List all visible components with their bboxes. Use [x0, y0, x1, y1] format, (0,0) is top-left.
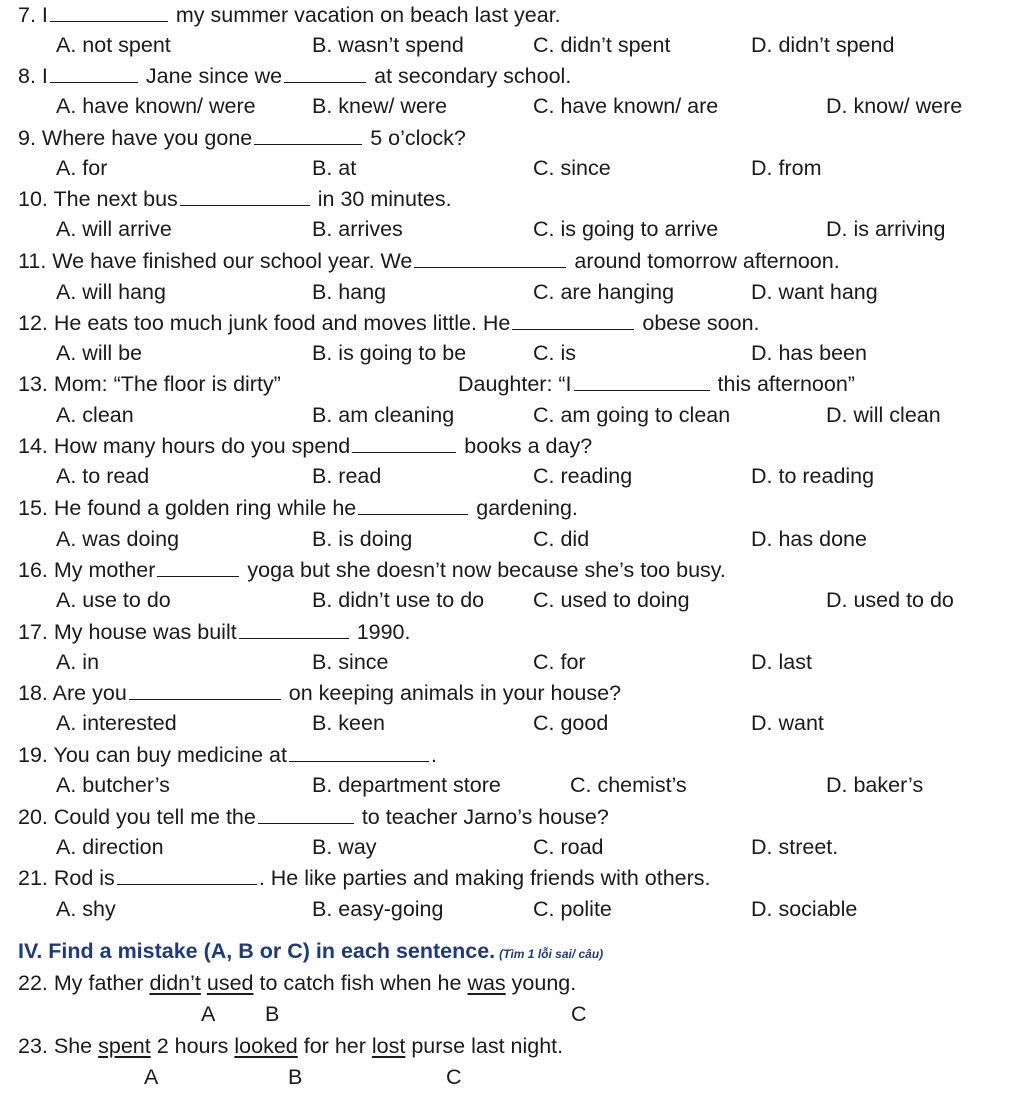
option-c: C. since — [533, 156, 611, 180]
option-a: A. use to do — [56, 588, 171, 612]
option-c: C. is going to arrive — [533, 217, 719, 241]
underlined-word-b: used — [206, 971, 254, 995]
mark-c: C — [571, 1002, 587, 1026]
option-b: B. since — [312, 650, 389, 674]
answer-blank — [50, 64, 138, 83]
option-c: C. didn’t spent — [533, 33, 671, 57]
answer-blank — [129, 681, 281, 700]
question-8: 8. I Jane since we at secondary school. — [18, 64, 572, 88]
option-a: A. to read — [56, 464, 150, 488]
option-b: B. way — [312, 835, 377, 859]
question-10: 10. The next bus in 30 minutes. — [18, 187, 452, 211]
option-c: C. for — [533, 650, 586, 674]
question-15: 15. He found a golden ring while he gardening. — [18, 496, 578, 520]
option-b: B. is doing — [312, 527, 413, 551]
question-16: 16. My mother yoga but she doesn’t now because she’s too busy. — [18, 558, 726, 582]
option-b: B. hang — [312, 280, 387, 304]
option-d: D. will clean — [826, 403, 941, 427]
underlined-word-c: lost — [371, 1034, 406, 1058]
option-a: A. will arrive — [56, 217, 172, 241]
option-b: B. keen — [312, 711, 385, 735]
question-13: 13. Mom: “The floor is dirty” — [18, 372, 281, 396]
answer-blank — [157, 558, 239, 577]
question-17: 17. My house was built 1990. — [18, 620, 411, 644]
question-11: 11. We have finished our school year. We around tomorrow afternoon. — [18, 249, 840, 273]
option-c: C. did — [533, 527, 590, 551]
option-c: C. polite — [533, 897, 612, 921]
answer-blank — [512, 311, 634, 330]
option-c: C. reading — [533, 464, 633, 488]
question-9: 9. Where have you gone 5 o’clock? — [18, 126, 466, 150]
option-b: B. at — [312, 156, 357, 180]
answer-blank — [289, 743, 429, 762]
option-b: B. knew/ were — [312, 94, 448, 118]
option-d: D. want hang — [751, 280, 878, 304]
answer-blank — [358, 496, 468, 515]
option-a: A. shy — [56, 897, 116, 921]
option-b: B. read — [312, 464, 382, 488]
option-b: B. wasn’t spend — [312, 33, 464, 57]
option-a: A. will be — [56, 341, 143, 365]
option-d: D. used to do — [826, 588, 954, 612]
mark-a: A — [144, 1065, 159, 1089]
option-c: C. chemist’s — [570, 773, 687, 797]
mark-a: A — [201, 1002, 216, 1026]
answer-blank — [239, 620, 349, 639]
mark-b: B — [288, 1065, 303, 1089]
mark-b: B — [265, 1002, 280, 1026]
option-a: A. butcher’s — [56, 773, 170, 797]
underlined-word-a: spent — [98, 1034, 151, 1058]
answer-blank — [258, 805, 354, 824]
question-19: 19. You can buy medicine at . — [18, 743, 437, 767]
option-b: B. department store — [312, 773, 501, 797]
option-b: B. didn’t use to do — [312, 588, 485, 612]
question-23: 23. She spent 2 hours looked for her lost purse last night. — [18, 1034, 564, 1058]
option-c: C. good — [533, 711, 609, 735]
option-a: A. have known/ were — [56, 94, 256, 118]
option-d: D. from — [751, 156, 822, 180]
option-b: B. arrives — [312, 217, 403, 241]
question-14: 14. How many hours do you spend books a day? — [18, 434, 593, 458]
option-d: D. has done — [751, 527, 867, 551]
option-d: D. to reading — [751, 464, 875, 488]
option-c: C. are hanging — [533, 280, 675, 304]
option-d: D. baker’s — [826, 773, 924, 797]
option-d: D. last — [751, 650, 812, 674]
answer-blank — [352, 434, 456, 453]
option-d: D. is arriving — [826, 217, 946, 241]
answer-blank — [117, 866, 257, 885]
option-b: B. am cleaning — [312, 403, 455, 427]
option-d: D. has been — [751, 341, 867, 365]
option-c: C. road — [533, 835, 604, 859]
option-c: C. is — [533, 341, 576, 365]
question-7: 7. I my summer vacation on beach last year. — [18, 3, 561, 27]
answer-blank — [50, 3, 168, 22]
option-b: B. easy-going — [312, 897, 444, 921]
option-d: D. street. — [751, 835, 839, 859]
question-20: 20. Could you tell me the to teacher Jarno’s house? — [18, 805, 609, 829]
option-c: C. used to doing — [533, 588, 690, 612]
question-13-daughter: Daughter: “I this afternoon” — [458, 372, 855, 396]
option-c: C. have known/ are — [533, 94, 719, 118]
option-a: A. in — [56, 650, 100, 674]
section-iv-note: (Tìm 1 lỗi sai/ câu) — [499, 947, 604, 961]
section-iv-heading: IV. Find a mistake (A, B or C) in each sentence. (Tìm 1 lỗi sai/ câu) — [18, 939, 604, 963]
option-a: A. not spent — [56, 33, 171, 57]
option-a: A. clean — [56, 403, 134, 427]
answer-blank — [414, 249, 566, 268]
option-a: A. interested — [56, 711, 177, 735]
underlined-word-c: was — [467, 971, 506, 995]
underlined-word-b: looked — [234, 1034, 298, 1058]
answer-blank — [254, 126, 362, 145]
question-21: 21. Rod is . He like parties and making friends with others. — [18, 866, 711, 890]
option-d: D. sociable — [751, 897, 858, 921]
option-d: D. know/ were — [826, 94, 963, 118]
option-c: C. am going to clean — [533, 403, 731, 427]
answer-blank — [180, 187, 310, 206]
question-22: 22. My father didn’t used to catch fish when he was young. — [18, 971, 577, 995]
question-12: 12. He eats too much junk food and moves little. He obese soon. — [18, 311, 760, 335]
answer-blank — [574, 372, 710, 391]
option-a: A. was doing — [56, 527, 180, 551]
option-d: D. didn’t spend — [751, 33, 895, 57]
option-a: A. direction — [56, 835, 164, 859]
question-18: 18. Are you on keeping animals in your house? — [18, 681, 622, 705]
answer-blank — [284, 64, 366, 83]
option-b: B. is going to be — [312, 341, 467, 365]
option-a: A. will hang — [56, 280, 166, 304]
option-a: A. for — [56, 156, 108, 180]
option-d: D. want — [751, 711, 824, 735]
mark-c: C — [446, 1065, 462, 1089]
underlined-word-a: didn’t — [149, 971, 201, 995]
